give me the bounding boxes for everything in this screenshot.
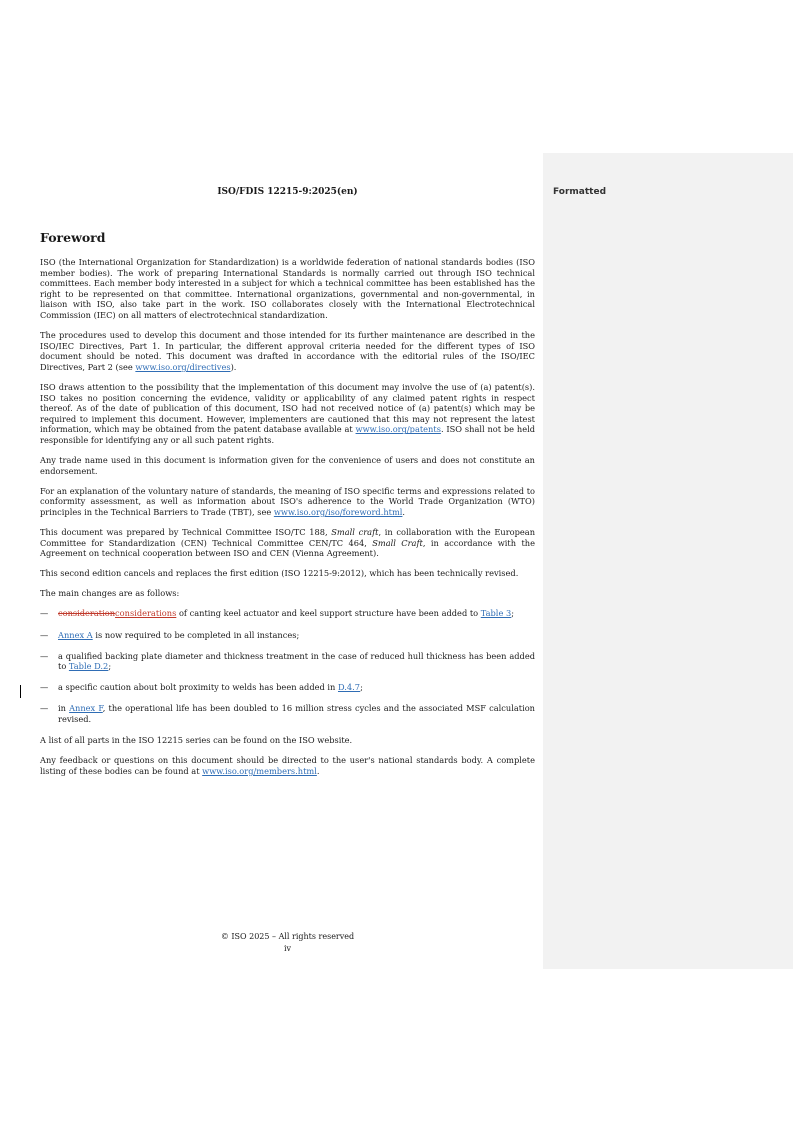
list-item-change-3: — a qualified backing plate diameter and thickness treatment in the case of reduced hull thickness has been added to Table D.2; [40, 650, 535, 672]
paragraph-series-list: A list of all parts in the ISO 12215 series can be found on the ISO website. [40, 735, 353, 746]
section-heading-foreword: Foreword [40, 230, 106, 245]
tracked-insertion: considerations [115, 608, 177, 619]
annex-a-link[interactable]: Annex A [58, 629, 93, 640]
paragraph-voluntary-nature: For an explanation of the voluntary nature of standards, the meaning of ISO specific terms and expressions related to conformity assessment, as well as information about ISO's adherence to the World Trade Organization (WTO) principles in the Technical Barriers to Trade (TBT), see www.iso.org/iso/foreword.html. [40, 485, 535, 517]
directives-link[interactable]: www.iso.org/directives [135, 361, 231, 372]
paragraph-text: ISO draws attention to the possibility that the implementation of this document may involve the use of (a) patent(s). ISO takes no position concerning the evidence, validity or applicability of any claimed patent rights in respect thereof. As of the date of publication of this document, ISO had not received notice of (a) patent(s) which may be required to implement this document. However, implementers are cautioned that this may not represent the latest information, which may be obtained from the patent database available at [40, 381, 535, 435]
dash-bullet: — [40, 629, 49, 640]
paragraph-text: Any feedback or questions on this document should be directed to the user's national standards body. A complete listing of these bodies can be found at [40, 755, 535, 776]
dash-bullet: — [40, 682, 49, 693]
dash-bullet: — [40, 650, 49, 661]
members-link[interactable]: www.iso.org/members.html [202, 765, 317, 776]
document-id-header: ISO/FDIS 12215-9:2025(en) [217, 187, 358, 197]
annex-f-link[interactable]: Annex F [69, 703, 103, 714]
revision-change-bar [20, 685, 21, 698]
table-3-link[interactable]: Table 3 [480, 608, 512, 619]
foreword-link[interactable]: www.iso.org/iso/foreword.html [273, 506, 403, 517]
paragraph-main-changes-intro: The main changes are as follows: [40, 588, 180, 599]
committee-title-small-craft-cen: Small Craft [372, 537, 423, 548]
paragraph-patents: ISO draws attention to the possibility that the implementation of this document may involve the use of (a) patent(s). ISO takes no position concerning the evidence, validity or applicability of any claimed patent rights in respect thereof. As of the date of publication of this document, ISO had not received notice of (a) patent(s) which may be required to implement this document. However, implementers are cautioned that this may not represent the latest information, which may be obtained from the patent database available at www.iso.org/patents. ISO shall not be held responsible for identifying any or all such patent rights. [40, 381, 535, 445]
paragraph-feedback: Any feedback or questions on this document should be directed to the user's national standards body. A complete listing of these bodies can be found at www.iso.org/members.html. [40, 755, 535, 776]
comment-pane [543, 153, 793, 969]
paragraph-trade-name: Any trade name used in this document is information given for the convenience of users and does not constitute an endorsement. [40, 455, 535, 476]
list-item-change-4: — a specific caution about bolt proximity to welds has been added in D.4.7; [40, 682, 363, 693]
list-item-change-2: — Annex A is now required to be completed in all instances; [40, 629, 300, 640]
patents-link[interactable]: www.iso.org/patents [355, 424, 441, 435]
dash-bullet: — [40, 608, 49, 619]
paragraph-edition: This second edition cancels and replaces the first edition (ISO 12215-9:2012), which has been technically revised. [40, 568, 519, 579]
list-item-change-1: — considerationconsiderations of canting keel actuator and keel support structure have been added to Table 3; [40, 608, 514, 619]
paragraph-committee: This document was prepared by Technical Committee ISO/TC 188, Small craft, in collaboration with the European Committee for Standardization (CEN) Technical Committee CEN/TC 464, Small Craft, in accordance with the Agreement on technical cooperation between ISO and CEN (Vienna Agreement). [40, 526, 536, 559]
dash-bullet: — [40, 703, 49, 714]
paragraph-iso-intro: ISO (the International Organization for Standardization) is a worldwide federation of national standards bodies (ISO member bodies). The work of preparing International Standards is normally carried out through ISO technical committees. Each member body interested in a subject for which a technical committee has been established has the right to be represented on that committee. International organizations, governmental and non-governmental, in liaison with ISO, also take part in the work. ISO collaborates closely with the International Electrotechnical Commission (IEC) on all matters of electrotechnical standardization. [40, 257, 535, 320]
list-item-change-5: — in Annex F, the operational life has been doubled to 16 million stress cycles and the associated MSF calculation revised. [40, 703, 535, 724]
paragraph-text: For an explanation of the voluntary nature of standards, the meaning of ISO specific terms and expressions related to conformity assessment, as well as information about ISO's adherence to the World Trade Organization (WTO) principles in the Technical Barriers to Trade (TBT), see [40, 485, 535, 517]
copyright-notice: © ISO 2025 – All rights reserved [220, 932, 355, 941]
formatted-comment-label[interactable]: Formatted [553, 187, 607, 197]
page-number: iv [283, 944, 292, 953]
clause-d47-link[interactable]: D.4.7 [337, 682, 361, 693]
committee-title-small-craft: Small craft [331, 526, 379, 537]
foreword-body [40, 257, 535, 786]
table-d2-link[interactable]: Table D.2 [68, 661, 109, 672]
changes-list [40, 608, 535, 724]
page-footer [40, 931, 535, 955]
paragraph-text: The procedures used to develop this document and those intended for its further maintenance are described in the ISO/IEC Directives, Part 1. In particular, the different approval criteria needed for the different types of ISO document should be noted. This document was drafted in accordance with the editorial rules of the ISO/IEC Directives, Part 2 (see [40, 330, 535, 372]
paragraph-procedures: The procedures used to develop this document and those intended for its further maintenance are described in the ISO/IEC Directives, Part 1. In particular, the different approval criteria needed for the different types of ISO document should be noted. This document was drafted in accordance with the editorial rules of the ISO/IEC Directives, Part 2 (see www.iso.org/directives). [40, 330, 535, 372]
tracked-deletion: consideration [58, 608, 116, 619]
